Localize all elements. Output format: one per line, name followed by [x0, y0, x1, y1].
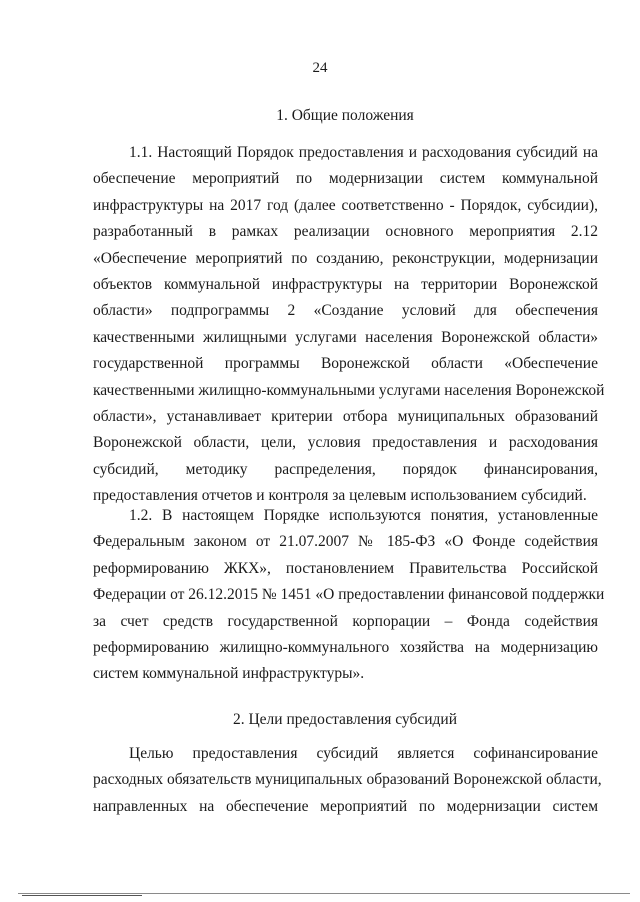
- page-number: 24: [312, 60, 328, 76]
- text-line: области» подпрограммы 2 «Создание условий для обеспечения: [93, 302, 598, 320]
- text-line: Целью предоставления субсидий является софинансирование: [129, 745, 598, 762]
- text-line: Федеральным законом от 21.07.2007 № 185-ФЗ «О Фонде содействия: [93, 533, 598, 551]
- text-line: объектов коммунальной инфраструктуры на территории Воронежской: [93, 275, 598, 293]
- text-line: Федерации от 26.12.2015 № 1451 «О предоставлении финансовой поддержки: [93, 586, 605, 604]
- text-line: систем коммунальной инфраструктуры».: [93, 665, 365, 683]
- text-line: субсидий, методику распределения, порядок финансирования,: [93, 460, 598, 478]
- page-bottom-edge: [18, 893, 630, 894]
- text-line: предоставления отчетов и контроля за целевым использованием субсидий.: [93, 487, 587, 505]
- paragraph-1-1: [93, 140, 605, 509]
- text-line: 1.2. В настоящем Порядке используются понятия, установленные: [129, 507, 598, 524]
- text-line: расходных обязательств муниципальных образований Воронежской области,: [93, 771, 602, 789]
- text-line: области», устанавливает критерии отбора муниципальных образований: [93, 407, 598, 425]
- text-line: государственной программы Воронежской области «Обеспечение: [93, 355, 598, 373]
- section-heading-subsidy-goals: 2. Цели предоставления субсидий: [232, 711, 458, 728]
- text-line: «Обеспечение мероприятий по созданию, реконструкции, модернизации: [93, 249, 598, 267]
- text-line: качественными жилищными услугами населения Воронежской области»: [93, 328, 598, 346]
- text-line: реформированию жилищно-коммунального хозяйства на модернизацию: [93, 638, 598, 656]
- text-line: реформированию ЖКХ», постановлением Правительства Российской: [93, 559, 598, 577]
- text-line: направленных на обеспечение мероприятий по модернизации систем: [93, 797, 598, 815]
- text-line: качественными жилищно-коммунальными услугами населения Воронежской: [93, 381, 605, 399]
- text-line: за счет средств государственной корпорации – Фонда содействия: [93, 612, 598, 630]
- page-bottom-edge-shadow: [22, 895, 142, 896]
- text-line: обеспечение мероприятий по модернизации систем коммунальной: [93, 170, 598, 188]
- text-line: 1.1. Настоящий Порядок предоставления и расходования субсидий на: [129, 144, 598, 161]
- text-line: Воронежской области, цели, условия предоставления и расходования: [93, 434, 598, 452]
- text-line: инфраструктуры на 2017 год (далее соответственно - Порядок, субсидии),: [93, 196, 598, 214]
- paragraph-1-2: [93, 503, 605, 688]
- paragraph-2-1: [93, 741, 602, 820]
- text-line: разработанный в рамках реализации основного мероприятия 2.12: [93, 223, 598, 241]
- section-heading-general-provisions: 1. Общие положения: [276, 107, 414, 124]
